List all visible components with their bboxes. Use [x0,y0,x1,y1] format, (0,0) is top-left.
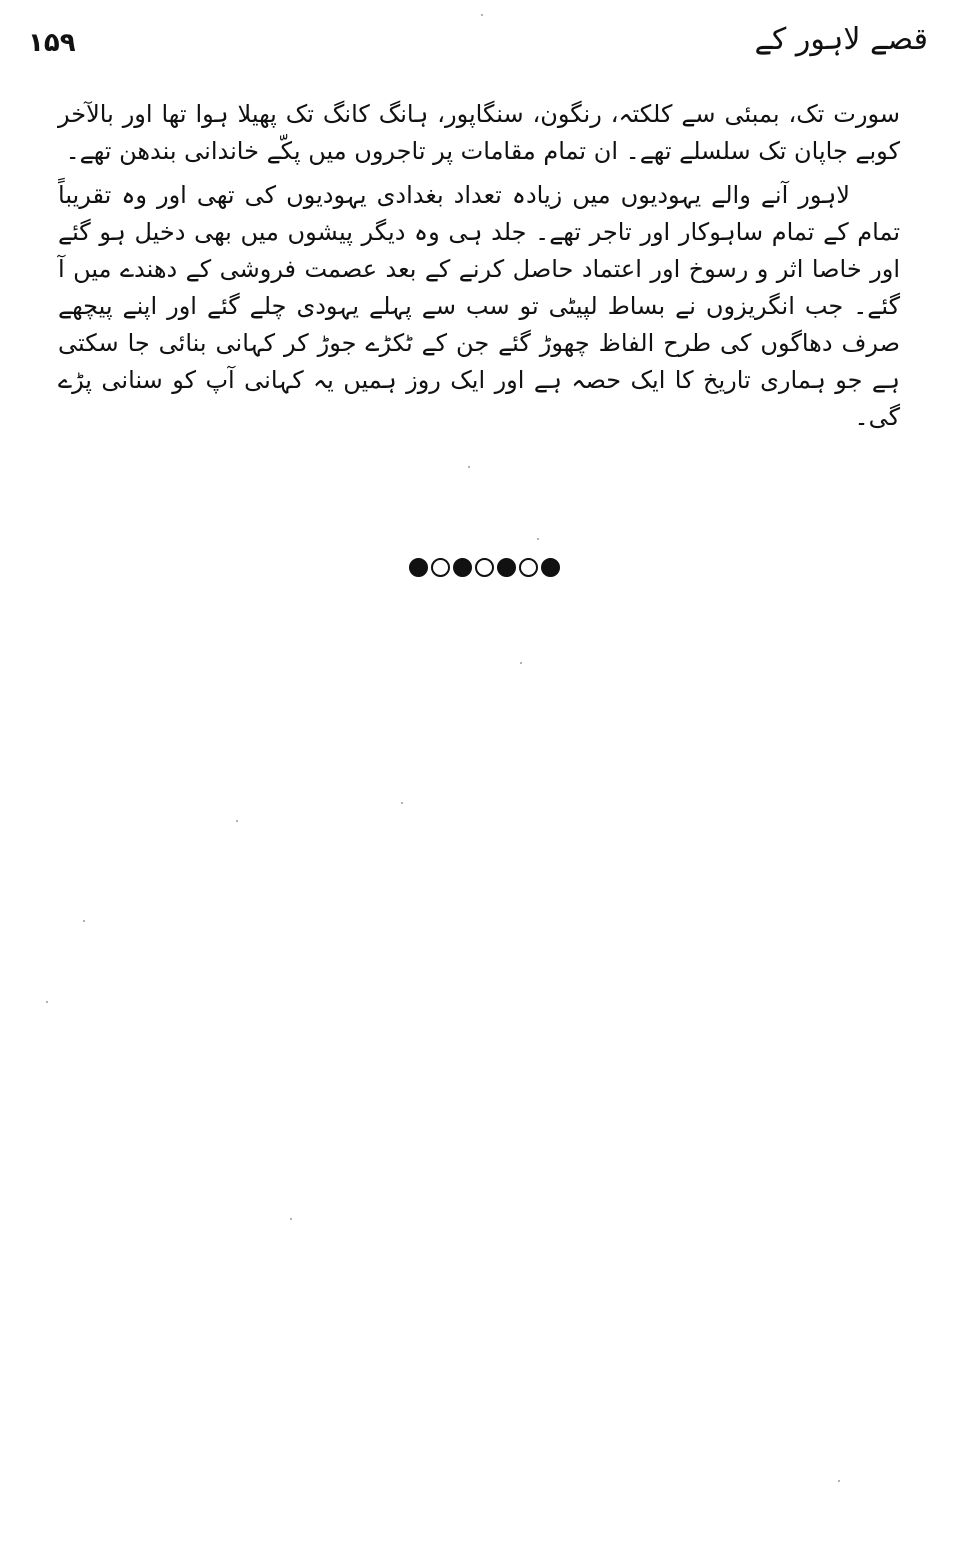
scan-speck [537,538,539,540]
ornament-hollow-circle [475,558,494,577]
scan-speck [481,14,483,16]
ornament-filled-circle [497,558,516,577]
scan-speck [46,1001,48,1003]
scan-speck [83,920,85,922]
scan-speck [401,802,403,804]
scan-speck [290,1218,292,1220]
scan-speck [236,820,238,822]
scan-speck [520,662,522,664]
ornament-hollow-circle [519,558,538,577]
section-end-ornament [0,552,968,582]
paragraph-2: لاہور آنے والے یہودیوں میں زیادہ تعداد بغدادی یہودیوں کی تھی اور وہ تقریباً تمام کے تمام ساہوکار اور تاجر تھے۔ جلد ہی وہ دیگر پیشوں میں بھی دخیل ہو گئے اور خاصا اثر و رسوخ اور اعتماد حاصل کرنے کے بعد عصمت فروشی کے دھندے میں آ گئے۔ جب انگریزوں نے بساط لپیٹی تو سب سے پہلے یہودی چلے گئے اور اپنے پیچھے صرف دھاگوں کی طرح الفاظ چھوڑ گئے جن کے ٹکڑے جوڑ کر کہانی بنائی جا سکتی ہے جو ہماری تاریخ کا ایک حصہ ہے اور ایک روز ہمیں یہ کہانی آپ کو سنانی پڑے گی۔ [58,181,900,431]
running-header [28,22,928,70]
scan-speck [838,1480,840,1482]
running-title: قصے لاہور کے [754,22,928,57]
scan-speck [468,466,470,468]
ornament-filled-circle [409,558,428,577]
ornament-filled-circle [541,558,560,577]
paragraph-1: سورت تک، بمبئی سے کلکتہ، رنگون، سنگاپور، ہانگ کانگ تک پھیلا ہوا تھا اور بالآخر کوبے جاپان تک سلسلے تھے۔ ان تمام مقامات پر تاجروں میں پکّے خاندانی بندھن تھے۔ [58,100,900,165]
page-number: ۱۵۹ [28,28,76,58]
body-text [58,96,900,436]
ornament-filled-circle [453,558,472,577]
ornament-hollow-circle [431,558,450,577]
